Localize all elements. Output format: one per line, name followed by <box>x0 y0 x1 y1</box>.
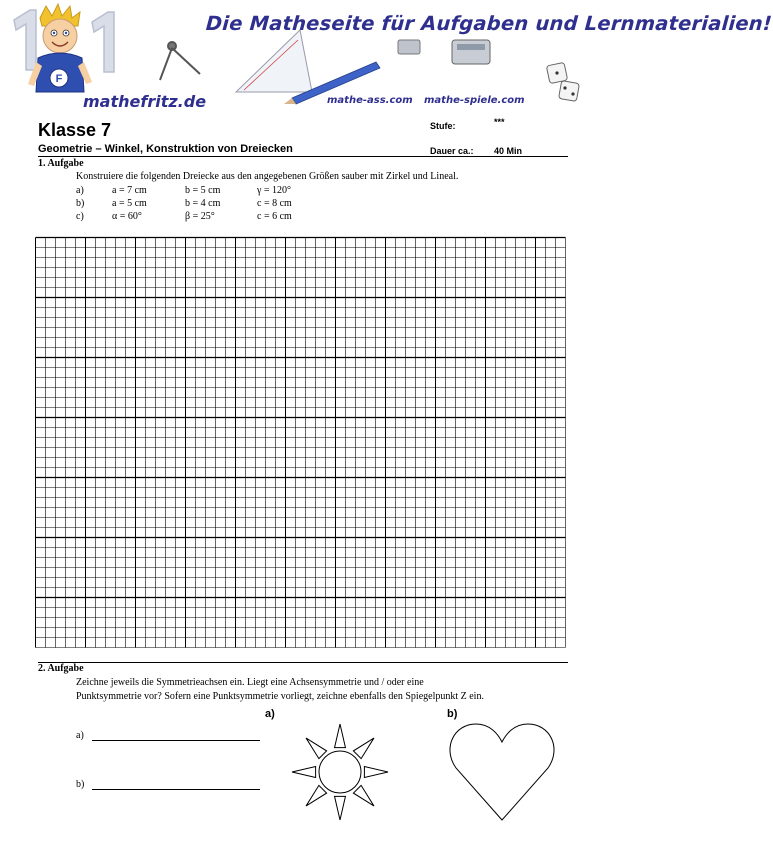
sun-ray <box>306 738 327 759</box>
task2-instruction-line2: Punktsymmetrie vor? Sofern eine Punktsymmetrie vorliegt, zeichne ebenfalls den Spiegelpunkt Z ein. <box>76 691 484 702</box>
figure-b-label: b) <box>447 708 458 720</box>
task1-heading: 1. Aufgabe <box>38 158 84 169</box>
dice-image <box>546 62 579 101</box>
task2-instruction-line1: Zeichne jeweils die Symmetrieachsen ein. Liegt eine Achsensymmetrie und / oder eine <box>76 677 424 688</box>
task1-row-b-value2: b = 4 cm <box>185 198 221 209</box>
task1-row-a-label: a) <box>76 185 84 196</box>
task1-row-c-value3: c = 6 cm <box>257 211 292 222</box>
answer-a-label: a) <box>76 730 84 741</box>
sun-ray <box>335 796 346 820</box>
sun-ray <box>364 767 388 778</box>
sun-ray <box>306 785 327 806</box>
task1-row-c-value2: β = 25° <box>185 211 215 222</box>
header-divider <box>38 156 568 157</box>
task1-row-a-value2: b = 5 cm <box>185 185 221 196</box>
figure-a-label: a) <box>265 708 275 720</box>
duration-label: Dauer ca.: <box>430 146 474 156</box>
task1-row-b-value1: a = 5 cm <box>112 198 147 209</box>
sun-ray <box>353 738 374 759</box>
task2-divider <box>38 662 568 663</box>
construction-grid[interactable] <box>35 237 569 649</box>
link-mathe-ass[interactable]: mathe-ass.com <box>327 95 413 106</box>
sun-ray <box>335 724 346 748</box>
task1-row-a-value3: γ = 120° <box>257 185 292 196</box>
site-name[interactable]: mathefritz.de <box>83 92 207 111</box>
level-label: Stufe: <box>430 121 456 131</box>
site-slogan: Die Matheseite für Aufgaben und Lernmaterialien! <box>205 12 773 35</box>
task1-row-a-value1: a = 7 cm <box>112 185 147 196</box>
task2-heading: 2. Aufgabe <box>38 663 84 674</box>
sharpener-image <box>398 40 420 54</box>
level-value: *** <box>494 117 505 127</box>
sun-ray <box>353 785 374 806</box>
triangle-ruler-image <box>236 30 312 92</box>
link-mathe-spiele[interactable]: mathe-spiele.com <box>424 95 525 106</box>
task1-row-c-label: c) <box>76 211 84 222</box>
sun-figure <box>288 720 392 824</box>
answer-b-label: b) <box>76 779 85 790</box>
task1-instruction: Konstruiere die folgenden Dreiecke aus den angegebenen Größen sauber mit Zirkel und Lineal. <box>76 171 459 182</box>
answer-b-line[interactable] <box>92 789 260 790</box>
mascot-badge: F <box>55 73 63 85</box>
sun-ray <box>292 767 316 778</box>
sheet-title: Klasse 7 <box>38 120 112 140</box>
sheet-topic: Geometrie – Winkel, Konstruktion von Dreiecken <box>38 143 293 155</box>
task1-row-b-value3: c = 8 cm <box>257 198 292 209</box>
calculator-image <box>452 40 490 64</box>
answer-a-line[interactable] <box>92 740 260 741</box>
task1-row-b-label: b) <box>76 198 85 209</box>
task1-row-c-value1: α = 60° <box>112 211 142 222</box>
duration-value: 40 Min <box>494 146 523 156</box>
heart-figure <box>446 720 558 824</box>
compass-image <box>160 42 200 80</box>
